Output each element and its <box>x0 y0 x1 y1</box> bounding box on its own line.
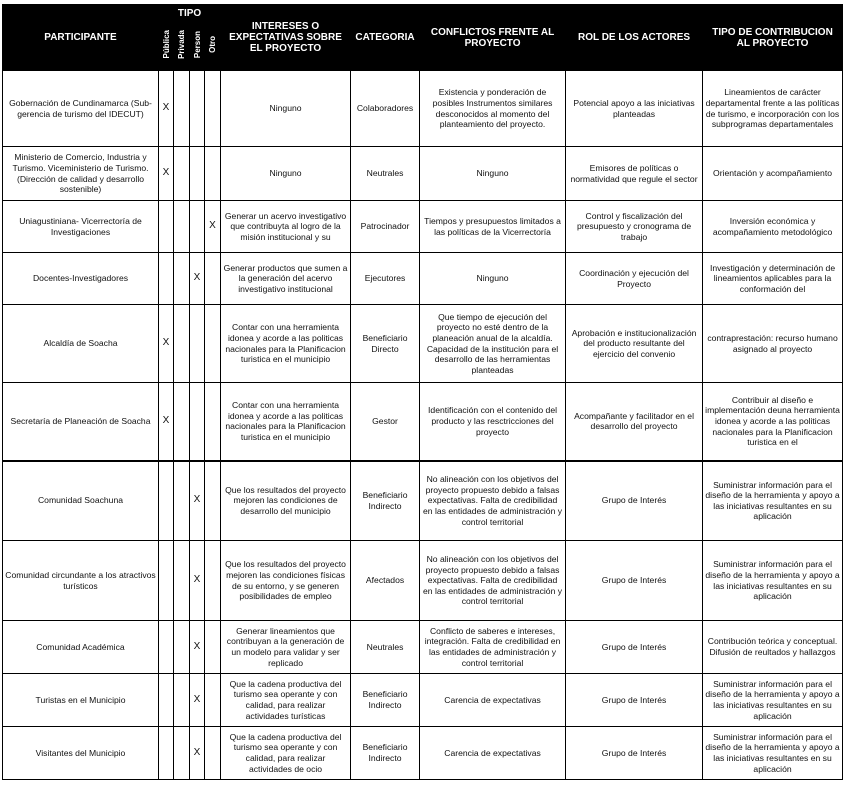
cell-intereses: Generar un acervo investigativo que contribuyta al logro de la misión institucional y su <box>221 201 351 253</box>
table-row <box>3 71 843 147</box>
cell-privada <box>174 253 190 305</box>
cell-categoria: Neutrales <box>351 621 420 674</box>
cell-persona: X <box>190 541 205 621</box>
cell-participante: Alcaldía de Soacha <box>3 305 159 383</box>
cell-privada <box>174 305 190 383</box>
header-contribucion: TIPO DE CONTRIBUCION AL PROYECTO <box>703 5 843 71</box>
cell-contribucion: contraprestación: recurso humano asignado al proyecto <box>703 305 843 383</box>
cell-otro <box>205 727 221 780</box>
cell-intereses: Contar con una herramienta idonea y acorde a las politicas nacionales para la Planificacion turistica en el municipio <box>221 305 351 383</box>
cell-rol: Aprobación e institucionalización del producto resultante del ejercicio del convenio <box>566 305 703 383</box>
table-row <box>3 621 843 674</box>
cell-conflictos: No alineación con los objetivos del proyecto propuesto debido a falsas expectativas. Falta de credibilidad en las entidades de administración y control territorial <box>420 541 566 621</box>
cell-otro <box>205 621 221 674</box>
header-tipo: TIPO <box>159 5 221 22</box>
header-conflictos: CONFLICTOS FRENTE AL PROYECTO <box>420 5 566 71</box>
cell-contribucion: Lineamientos de carácter departamental frente a las políticas de turismo, e incorporación con los subprogramas departamentales <box>703 71 843 147</box>
cell-persona <box>190 71 205 147</box>
cell-privada <box>174 727 190 780</box>
cell-publica <box>159 253 174 305</box>
cell-contribucion: Inversión económica y acompañamiento metodológico <box>703 201 843 253</box>
cell-intereses: Que los resultados del proyecto mejoren las condiciones de desarrollo del municipio <box>221 461 351 541</box>
cell-persona: X <box>190 621 205 674</box>
stakeholder-table-wrapper <box>2 4 842 780</box>
cell-otro <box>205 253 221 305</box>
cell-persona <box>190 305 205 383</box>
cell-categoria: Neutrales <box>351 147 420 201</box>
header-tipo-otro <box>205 22 221 71</box>
cell-contribucion: Contribuir al diseño e implementación deuna herramienta idonea y acorde a las politicas nacionales para la Planificacion turistica en el <box>703 383 843 461</box>
cell-rol: Potencial apoyo a las iniciativas planteadas <box>566 71 703 147</box>
cell-conflictos: Carencia de expectativas <box>420 674 566 727</box>
cell-intereses: Ninguno <box>221 71 351 147</box>
cell-participante: Comunidad circundante a los atractivos turísticos <box>3 541 159 621</box>
table-row <box>3 383 843 461</box>
cell-intereses: Contar con una herramienta idonea y acorde a las politicas nacionales para la Planificacion turistica en el municipio <box>221 383 351 461</box>
cell-categoria: Colaboradores <box>351 71 420 147</box>
cell-contribucion: Suministrar información para el diseño de la herramienta y apoyo a las iniciativas resultantes en su aplicación <box>703 674 843 727</box>
table-row <box>3 201 843 253</box>
table-row <box>3 541 843 621</box>
cell-intereses: Que los resultados del proyecto mejoren las condiciones físicas de su entorno, y se generen posibilidades de empleo <box>221 541 351 621</box>
cell-otro <box>205 147 221 201</box>
cell-participante: Comunidad Soachuna <box>3 461 159 541</box>
cell-publica <box>159 541 174 621</box>
header-tipo-privada-label: Privada <box>177 30 186 59</box>
cell-publica: X <box>159 147 174 201</box>
cell-rol: Grupo de Interés <box>566 727 703 780</box>
cell-otro <box>205 541 221 621</box>
table-row <box>3 674 843 727</box>
cell-publica: X <box>159 383 174 461</box>
cell-intereses: Que la cadena productiva del turismo sea operante y con calidad, para realizar actividades turísticas <box>221 674 351 727</box>
table-row <box>3 147 843 201</box>
cell-privada <box>174 147 190 201</box>
cell-persona <box>190 383 205 461</box>
cell-contribucion: Suministrar información para el diseño de la herramienta y apoyo a las iniciativas resultantes en su aplicación <box>703 541 843 621</box>
cell-categoria: Beneficiario Indirecto <box>351 461 420 541</box>
cell-publica <box>159 727 174 780</box>
cell-intereses: Generar lineamientos que contribuyan a la generación de un modelo para validar y ser replicado <box>221 621 351 674</box>
header-intereses: INTERESES O EXPECTATIVAS SOBRE EL PROYECTO <box>221 5 351 71</box>
cell-participante: Ministerio de Comercio, Industria y Turismo. Viceministerio de Turismo. (Dirección de calidad y desarrollo sostenible) <box>3 147 159 201</box>
cell-conflictos: Identificación con el contenido del producto y las resctricciones del proyecto <box>420 383 566 461</box>
cell-persona <box>190 201 205 253</box>
cell-rol: Grupo de Interés <box>566 541 703 621</box>
cell-publica: X <box>159 71 174 147</box>
cell-contribucion: Contribución teórica y conceptual. Difusión de reultados y hallazgos <box>703 621 843 674</box>
cell-publica: X <box>159 305 174 383</box>
cell-contribucion: Suministrar información para el diseño de la herramienta y apoyo a las iniciativas resultantes en su aplicación <box>703 727 843 780</box>
cell-participante: Secretaría de Planeación de Soacha <box>3 383 159 461</box>
cell-rol: Control y fiscalización del presupuesto y cronograma de trabajo <box>566 201 703 253</box>
header-tipo-privada <box>174 22 190 71</box>
cell-conflictos: Carencia de expectativas <box>420 727 566 780</box>
cell-privada <box>174 383 190 461</box>
cell-contribucion: Orientación y acompañamiento <box>703 147 843 201</box>
cell-participante: Comunidad Académica <box>3 621 159 674</box>
cell-publica <box>159 201 174 253</box>
cell-rol: Emisores de políticas o normatividad que regule el sector <box>566 147 703 201</box>
cell-categoria: Afectados <box>351 541 420 621</box>
cell-participante: Docentes-Investigadores <box>3 253 159 305</box>
cell-otro <box>205 674 221 727</box>
cell-privada <box>174 621 190 674</box>
cell-otro <box>205 71 221 147</box>
cell-persona: X <box>190 253 205 305</box>
cell-categoria: Gestor <box>351 383 420 461</box>
cell-conflictos: Ninguno <box>420 253 566 305</box>
cell-conflictos: Existencia y ponderación de posibles Instrumentos similares desconocidos al momento del planteamiento del proyecto. <box>420 71 566 147</box>
cell-publica <box>159 621 174 674</box>
header-tipo-persona-label: Person <box>192 30 202 59</box>
cell-persona: X <box>190 727 205 780</box>
cell-otro <box>205 305 221 383</box>
cell-intereses: Que la cadena productiva del turismo sea operante y con calidad, para realizar actividades de ocio <box>221 727 351 780</box>
cell-conflictos: Que tiempo de ejecución del proyecto no esté dentro de la planeación anual de la alcaldía. Capacidad de la institución para el desarrollo de las herramientas planteadas <box>420 305 566 383</box>
cell-conflictos: Tiempos y presupuestos limitados a las políticas de la Vicerrectoría <box>420 201 566 253</box>
table-row <box>3 727 843 780</box>
cell-categoria: Beneficiario Directo <box>351 305 420 383</box>
cell-contribucion: Investigación y determinación de lineamientos aplicables para la conformación del <box>703 253 843 305</box>
cell-conflictos: No alineación con los objetivos del proyecto propuesto debido a falsas expectativas. Falta de credibilidad en las entidades de administración y control territorial <box>420 461 566 541</box>
header-row-top <box>3 5 843 22</box>
cell-privada <box>174 201 190 253</box>
table-row <box>3 253 843 305</box>
header-participante: PARTICIPANTE <box>3 5 159 71</box>
cell-privada <box>174 674 190 727</box>
header-tipo-otro-label: Otro <box>208 36 218 53</box>
cell-otro: X <box>205 201 221 253</box>
cell-persona <box>190 147 205 201</box>
cell-conflictos: Conflicto de saberes e intereses, integración. Falta de credibilidad en las entidades de administración y control territorial <box>420 621 566 674</box>
stakeholder-table <box>2 4 843 780</box>
cell-persona: X <box>190 461 205 541</box>
table-row <box>3 305 843 383</box>
cell-privada <box>174 71 190 147</box>
cell-participante: Uniagustiniana- Vicerrectoría de Investigaciones <box>3 201 159 253</box>
cell-rol: Coordinación y ejecución del Proyecto <box>566 253 703 305</box>
cell-publica <box>159 461 174 541</box>
cell-intereses: Generar productos que sumen a la generación del acervo investigativo institucional <box>221 253 351 305</box>
cell-contribucion: Suministrar información para el diseño de la herramienta y apoyo a las iniciativas resultantes en su aplicación <box>703 461 843 541</box>
cell-rol: Grupo de Interés <box>566 674 703 727</box>
cell-participante: Gobernación de Cundinamarca (Sub-gerencia de turismo del IDECUT) <box>3 71 159 147</box>
cell-categoria: Ejecutores <box>351 253 420 305</box>
cell-otro <box>205 383 221 461</box>
header-tipo-publica <box>159 22 174 71</box>
cell-privada <box>174 461 190 541</box>
cell-categoria: Beneficiario Indirecto <box>351 674 420 727</box>
header-rol: ROL DE LOS ACTORES <box>566 5 703 71</box>
header-categoria: CATEGORIA <box>351 5 420 71</box>
cell-rol: Acompañante y facilitador en el desarrollo del proyecto <box>566 383 703 461</box>
table-row <box>3 461 843 541</box>
cell-publica <box>159 674 174 727</box>
cell-conflictos: Ninguno <box>420 147 566 201</box>
table-body <box>3 71 843 780</box>
header-tipo-publica-label: Pública <box>161 30 171 59</box>
cell-participante: Turistas en el Municipio <box>3 674 159 727</box>
cell-participante: Visitantes del Municipio <box>3 727 159 780</box>
cell-otro <box>205 461 221 541</box>
cell-categoria: Patrocinador <box>351 201 420 253</box>
header-tipo-persona <box>190 22 205 71</box>
cell-persona: X <box>190 674 205 727</box>
cell-intereses: Ninguno <box>221 147 351 201</box>
cell-privada <box>174 541 190 621</box>
cell-rol: Grupo de Interés <box>566 621 703 674</box>
cell-categoria: Beneficiario Indirecto <box>351 727 420 780</box>
cell-rol: Grupo de Interés <box>566 461 703 541</box>
